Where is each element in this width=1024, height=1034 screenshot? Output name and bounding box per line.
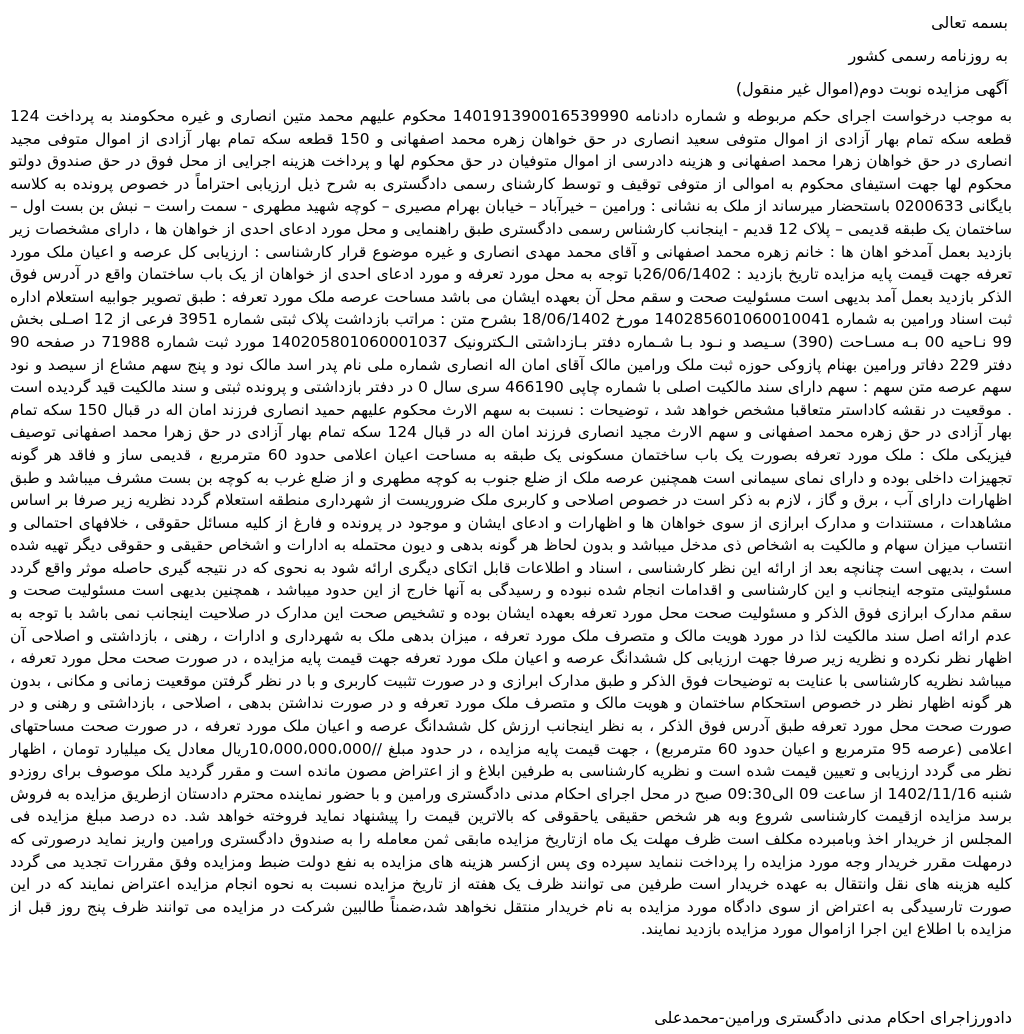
notice-title: آگهی مزایده نوبت دوم(اموال غیر منقول) xyxy=(735,79,1008,98)
header-bismillah: بسمه تعالی xyxy=(931,13,1008,32)
signature: دادورزاجرای احکام مدنی دادگستری ورامین-محمدعلی xyxy=(654,1008,1012,1027)
notice-body: به موجب درخواست اجرای حکم مربوطه و شماره دادنامه 140191390016539990 محکوم علیهم محمد متین انصاری و غیره محکومند به پرداخت 124 قطعه سکه تمام بهار آزادی از اموال متوفی سعید انصاری در حق خواهان زهره محمد اصفهانی و 150 قطعه سکه تمام بهار آزادی از اموال متوفی مجید انصاری در حق خواهان زهرا محمد اصفهانی و هزینه دادرسی از اموال متوفیان در حق محکوم لها و پرداخت هزینه اجرایی از محل فوق در حق صندوق دولتو محکوم لها جهت استیفای محکوم به اموالی از متوفی توقیف و توسط کارشنای رسمی دادگستری به شرح ذیل ارزیابی احتراماً در خصوص پرونده به کلاسه بایگانی 0200633 باستحضار میرساند از ملک به نشانی : ورامین – خیرآباد – خیابان بهرام مصیری – کوچه شهید مطهری - سمت راست – نبش بن بست اول – ساختمان یک طبقه قدیمی – پلاک 12 قدیم - اینجانب کارشناس رسمی دادگستری طبق راهنمایی و محل مورد ادعای احدی از خواهان ها ، دارای مشخصات زیر بازدید بعمل آمدخو اهان ها : خانم زهره محمد اصفهانی و آقای محمد مهدی انصاری و غیره موضوع قرار کارشناسی : ارزیابی کل عرصه و اعیان ملک مورد تعرفه جهت قیمت پایه مزایده تاریخ بازدید : 26/06/1402با توجه به محل مورد تعرفه و مورد ادعای احدی از خواهان از یک باب ساختمان واقع در آدرس فوق الذکر بازدید بعمل آمد بدیهی است مسئولیت صحت و سقم محل آن بعهده ایشان می باشد مساحت عرصه ملک مورد تعرفه : طبق تصویر جوابیه استعلام اداره ثبت اسناد ورامین به شماره 14028560106001004​1 مورخ 18/06/1402 بشرح متن : مراتب بازداشت پلاک ثبتی شماره 3951 فرعی از 12 اصـلی بخش 99 نـاحیه 00 بـه مسـاحت (390) سـیصد و نـود بـا شـماره دفتر بـازداشتی الـکترونیک 140205801060001037 مورد ثبت شماره 71988 در صفحه 90 دفتر 229 دفاتر ورامین بهنام پازوکی حوزه ثبت ملک ورامین مالک آقای امان اله انصاری شماره ملی نام پدر اسد مالک نود و پنج سهم مشاع از سیصد و نود سهم عرصه متن سهم : سهم دارای سند مالکیت اصلی با شماره چاپی 466190 سری سال 0 در دفتر بازداشتی و پرونده ثبتی و سند مالکیت قید گردیده است . موقعیت در نقشه کاداستر متعاقبا مشخص خواهد شد ، توضیحات : نسبت به سهم الارث محکوم علیهم حمید انصاری فرزند امان اله در قبال 150 سکه تمام بهار آزادی در حق زهره محمد اصفهانی و سهم الارث مجید انصاری فرزند امان اله در قبال 124 سکه تمام بهار آزادی در حق زهرا محمد اصفهانی توصیف فیزیکی ملک : ملک مورد تعرفه بصورت یک باب ساختمان مسکونی یک طبقه به مساحت اعیان اعلامی حدود 60 مترمربع ، قدیمی ساز و فاقد هر گونه تجهیزات داخلی بوده و دارای نمای سیمانی است همچنین عرصه ملک از ضلع جنوب به کوچه مطهری و از ضلع غرب به کوچه بن بست مشرف میباشد و طبق اظهارات دارای آب ، برق و گاز ، لازم به ذکر است در خصوص اصلاحی و کاربری ملک ضروریست از شهرداری منطقه استعلام گردد نظریه زیر صرفا بر اساس مشاهدات ، مستندات و مدارک ابرازی از سوی خواهان ها و اظهارات و ادعای ایشان و موجود در پرونده و فارغ از کلیه مسائل حقوقی ، خلافهای احتمالی و انتساب میزان سهام و مالکیت به اشخاص ذی مدخل میباشد و بدون لحاظ هر گونه بدهی و دیون محتمله به ادارات و اشخاص حقیقی و حقوقی دیگر تهیه شده است ، بدیهی است چنانچه بعد از ارائه این نظر کارشناسی ، اسناد و اطلاعات قابل اتکای دیگری ارائه شود به نحوی که در نتیجه گیری حاصله موثر واقع گردد مسئولیتی متوجه اینجانب و این کارشناسی و اقدامات انجام شده نبوده و رسیدگی به آنها خارج از این حدود میباشد ، همچنین بدیهی است مسئولیت صحت و سقم مدارک ابرازی فوق الذکر و مسئولیت صحت محل مورد تعرفه بعهده ایشان بوده و تشخیص صحت این مدارک در صلاحیت اینجانب نمی باشد با توجه به عدم ارائه اصل سند مالکیت لذا در مورد هویت مالک و متصرف ملک مورد تعرفه ، میزان بدهی ملک به شهرداری و ادارات ، رهنی ، بازداشتی و اصلاحی آن اظهار نظر نکرده و نظریه زیر صرفا جهت ارزیابی کل ششدانگ عرصه و اعیان ملک مورد تعرفه جهت قیمت پایه مزایده ، در صورت صحت محل مورد تعرفه ، میباشد نظریه کارشناسی با عنایت به توضیحات فوق الذکر و طبق مدارک ابرازی و در صورت تثبیت کاربری و با در نظر گرفتن موقعیت زمانی و مکانی ، بدون هر گونه اظهار نظر در خصوص استحکام ساختمان و هویت مالک و متصرف ملک مورد تعرفه و در صورت نداشتن بدهی ، اصلاحی ، بازداشتی و رهنی و در صورت صحت محل مورد تعرفه طبق آدرس فوق الذکر ، به نظر اینجانب ارزش کل ششدانگ عرصه و اعیان ملک مورد تعرفه ، در صورت صحت مساحتهای اعلامی (عرصه 95 مترمربع و اعیان حدود 60 مترمربع) ، جهت قیمت پایه مزایده ، در حدود مبلغ //10،000،000،000ریال معادل یک میلیارد تومان ، اظهار نظر می گردد ارزیابی و تعیین قیمت شده است و نظریه کارشناسی به طرفین ابلاغ و از اعتراض مصون مانده است و مقرر گردید ملک موصوف برای روزدو شنبه 1402/11/16 از ساعت 09 الی09:30 صبح در محل اجرای احکام مدنی دادگستری ورامین و با حضور نماینده محترم دادستان ازطریق مزایده به فروش برسد مزایده ازقیمت کارشناسی شروع وبه هر شخص حقیقی یاحقوقی که بالاترین قیمت را پیشنهاد نماید فروخته خواهد شد. ده درصد مبلغ مزایده فی المجلس از خریدار اخذ وبامبرده مکلف است ظرف مهلت یک ماه ازتاریخ مزایده مابقی ثمن معامله را به صندوق دادگستری ورامین واریز نماید درصورتی که درمهلت مقرر خریدار وجه مورد مزایده را پرداخت ننماید سپرده وی پس ازکسر هزینه های مزایده به نفع دولت ضبط ومزایده وفق مقررات تجدید می گردد کلیه هزینه های نقل وانتقال به عهده خریدار است طرفین می توانند ظرف یک هفته از تاریخ مزایده نسبت به نحوه انجام مزایده اعتراض نمایند که در این صورت تارسیدگی به اعتراض از سوی دادگاه مورد مزایده به نام خریدار منتقل نخواهد شد،ضمناً طالبین شرکت در مزایده می توانند ظرف پنج روز قبل از مزایده با اطلاع این اجرا ازاموال مورد مزایده بازدید نمایند. xyxy=(10,107,1013,939)
header-newspaper: به روزنامه رسمی کشور xyxy=(848,46,1008,65)
